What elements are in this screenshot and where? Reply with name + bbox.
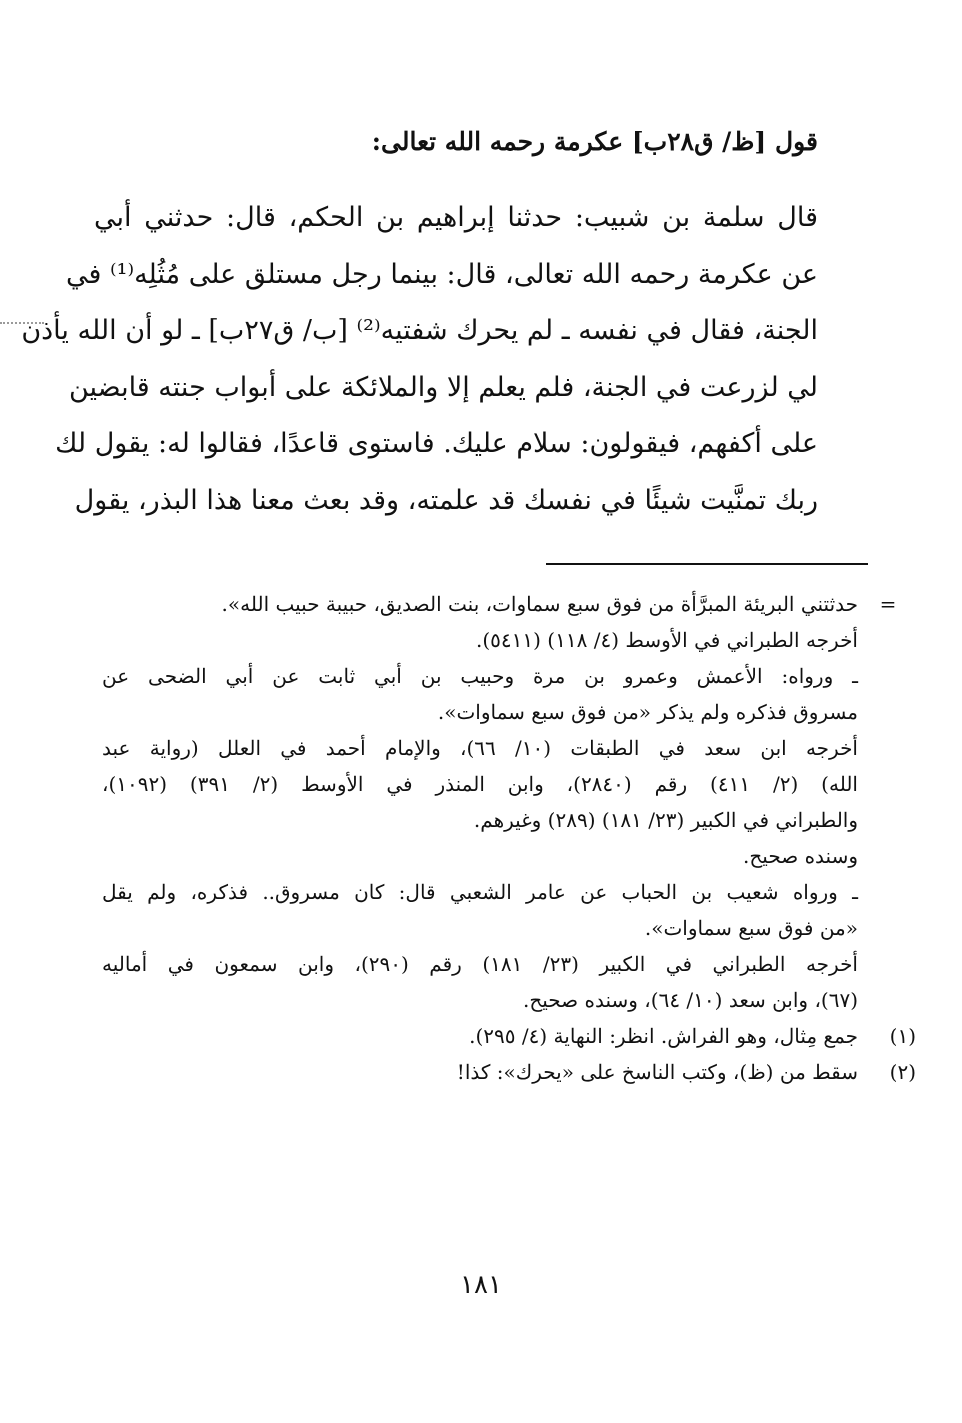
- main-text-line: عن عكرمة رحمه الله تعالى، قال: بينما رجل مستلق على مُثُلِه⁽¹⁾ في: [66, 258, 818, 290]
- footnote-line: وسنده صحيح.: [743, 844, 858, 868]
- footnote-line: مسروق فذكره ولم يذكر «من فوق سبع سماوات».: [437, 700, 858, 724]
- footnote-text: جمع مِثال، وهو الفراش. انظر: النهاية (٤/ ٢٩٥).: [469, 1024, 858, 1048]
- page-number: ١٨١: [460, 1270, 502, 1300]
- footnotes: [102, 586, 916, 1090]
- footnote-line: ـ ورواه شعيب بن الحباب عن عامر الشعبي قال: كان مسروق.. فذكره، ولم يقل: [102, 880, 858, 904]
- footnote-number: (١): [889, 1024, 916, 1048]
- footnote-line-text: حدثتني البريئة المبرَّأة من فوق سبع سماوات، بنت الصديق، حبيبة حبيب الله».: [221, 592, 858, 616]
- numbered-footnote-2: [102, 1054, 916, 1090]
- footnote-line: والطبراني في الكبير (٢٣/ ١٨١) (٢٨٩) وغيرهم.: [473, 808, 858, 832]
- footnote-line: الله) (٢/ ٤١١) رقم (٢٨٤٠)، وابن المنذر في الأوسط (٢/ ٣٩١) (١٠٩٢)،: [102, 772, 858, 796]
- footnote-line: أخرجه ابن سعد في الطبقات (١٠/ ٦٦)، والإمام أحمد في العلل (رواية عبد: [102, 736, 858, 760]
- section-heading: قول [ظ/ ق٢٨ب] عكرمة رحمه الله تعالى:: [371, 127, 818, 156]
- footnote-line: [102, 586, 897, 622]
- footnote-line: ـ ورواه: الأعمش وعمرو بن مرة وحبيب بن أبي ثابت عن أبي الضحى عن: [102, 664, 858, 688]
- footnote-number: (٢): [889, 1060, 916, 1084]
- footnote-line: أخرجه الطبراني في الأوسط (٤/ ١١٨) (٥٤١١).: [476, 628, 858, 652]
- main-text-line: على أكفهم، فيقولون: سلام عليك. فاستوى قاعدًا، فقالوا له: يقول لك: [55, 428, 818, 459]
- footnote-text: سقط من (ظ)، وكتب الناسخ على «يحرك»: كذا!: [456, 1060, 858, 1084]
- main-text-line: قال سلمة بن شبيب: حدثنا إبراهيم بن الحكم، قال: حدثني أبي: [94, 202, 818, 233]
- main-text-line: لي لزرعت في الجنة، فلم يعلم إلا والملائكة على أبواب جنته قابضين: [68, 371, 818, 403]
- footnote-line: «من فوق سبع سماوات».: [644, 916, 858, 940]
- main-text-line: الجنة، فقال في نفسه ـ لم يحرك شفتيه⁽²⁾ [ب/ ق٢٧ب] ـ لو أن الله يأذن: [21, 315, 818, 346]
- main-text-line: ربك تمنَّيت شيئًا في نفسك قد علمته، وقد بعث معنا هذا البذر، يقول: [74, 484, 818, 516]
- continuation-marker: =: [879, 592, 897, 616]
- footnote-line: أخرجه الطبراني في الكبير (٢٣/ ١٨١) رقم (٢٩٠)، وابن سمعون في أماليه: [102, 952, 858, 976]
- main-text: [21, 190, 818, 529]
- footnote-line: (٦٧)، وابن سعد (١٠/ ٦٤)، وسنده صحيح.: [522, 988, 858, 1012]
- numbered-footnote-1: [102, 1018, 916, 1054]
- footnote-separator: [546, 563, 868, 565]
